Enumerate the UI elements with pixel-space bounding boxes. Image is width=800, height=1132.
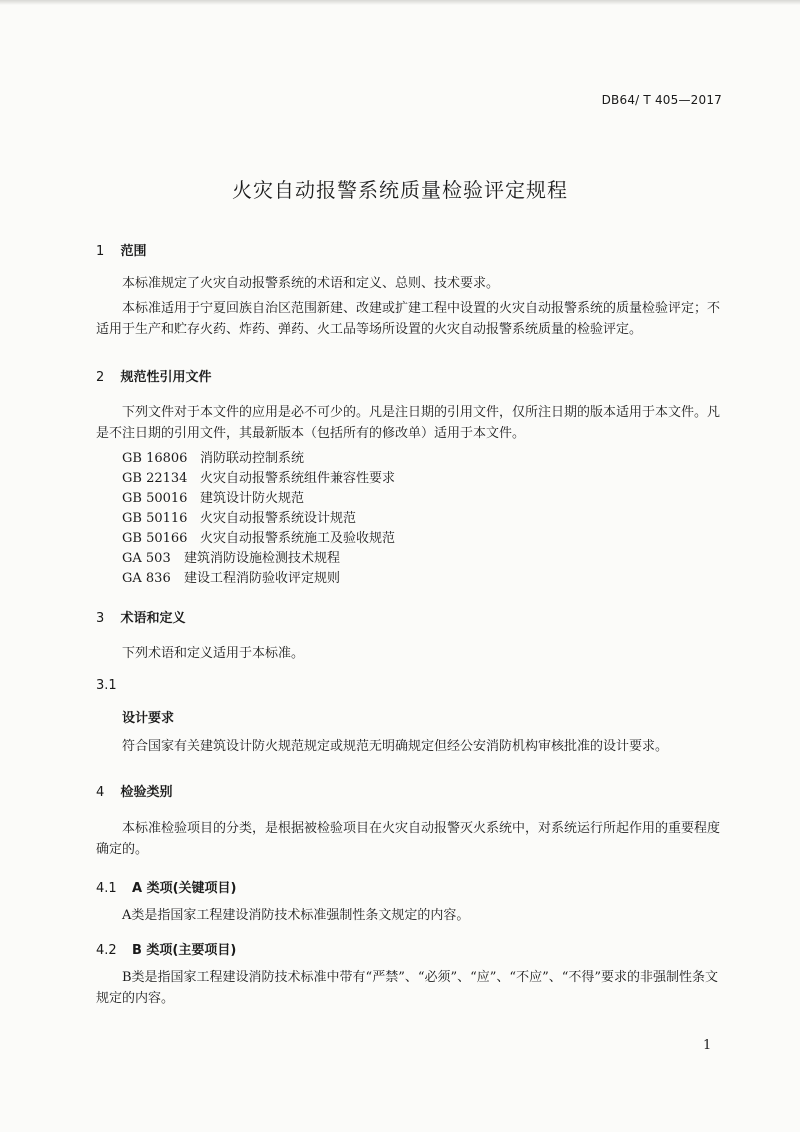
section-number: 1 <box>96 244 105 259</box>
reference-name: 火灾自动报警系统组件兼容性要求 <box>200 471 396 486</box>
reference-name: 火灾自动报警系统施工及验收规范 <box>200 531 396 546</box>
section-3-paragraph-1: 下列术语和定义适用于本标准。 <box>122 646 305 661</box>
reference-item <box>122 527 395 546</box>
term-definition: 符合国家有关建筑设计防火规范规定或规范无明确规定但经公安消防机构审核批准的设计要求。 <box>122 739 669 754</box>
reference-item <box>122 507 356 526</box>
reference-item <box>122 447 304 466</box>
reference-item <box>122 467 395 486</box>
reference-name: 建筑消防设施检测技术规程 <box>184 551 341 566</box>
clause-4-1-heading <box>96 877 236 896</box>
clause-number: 4.2 <box>96 943 117 958</box>
section-3-heading <box>96 607 186 626</box>
section-number: 4 <box>96 785 105 800</box>
section-1-paragraph-1: 本标准规定了火灾自动报警系统的术语和定义、总则、技术要求。 <box>122 276 500 291</box>
section-4-paragraph-1: 本标准检验项目的分类，是根据被检验项目在火灾自动报警灭火系统中，对系统运行所起作用的重要程度确定的。 <box>96 821 721 857</box>
reference-name: 建设工程消防验收评定规则 <box>184 571 341 586</box>
reference-item <box>122 487 304 506</box>
clause-4-1-text: A类是指国家工程建设消防技术标准强制性条文规定的内容。 <box>122 908 470 923</box>
page-title: 火灾自动报警系统质量检验评定规程 <box>232 178 568 202</box>
section-title: 检验类别 <box>120 785 173 800</box>
section-2-heading <box>96 366 212 385</box>
section-title: 术语和定义 <box>120 611 186 626</box>
reference-name: 消防联动控制系统 <box>200 451 305 466</box>
section-number: 3 <box>96 611 105 626</box>
clause-title: A 类项(关键项目) <box>132 881 237 896</box>
section-number: 2 <box>96 370 105 385</box>
clause-number: 4.1 <box>96 881 117 896</box>
reference-item <box>122 547 340 566</box>
document-code: DB64/ T 405—2017 <box>601 93 722 107</box>
section-title: 规范性引用文件 <box>120 370 212 385</box>
reference-name: 建筑设计防火规范 <box>200 491 305 506</box>
reference-name: 火灾自动报警系统设计规范 <box>200 511 357 526</box>
clause-title: B 类项(主要项目) <box>132 943 237 958</box>
clause-4-2-text: B类是指国家工程建设消防技术标准中带有“严禁”、“必须”、“应”、“不应”、“不得”要求的非强制性条文规定的内容。 <box>96 970 719 1006</box>
reference-code: GA 836 <box>122 571 171 586</box>
reference-code: GB 16806 <box>122 451 188 466</box>
reference-code: GB 50116 <box>122 511 188 526</box>
reference-code: GB 50016 <box>122 491 188 506</box>
reference-code: GB 50166 <box>122 531 188 546</box>
section-4-heading <box>96 781 173 800</box>
reference-item <box>122 567 340 586</box>
clause-3-1-number: 3.1 <box>96 678 117 693</box>
section-1-heading <box>96 240 147 259</box>
section-1-paragraph-2: 本标准适用于宁夏回族自治区范围新建、改建或扩建工程中设置的火灾自动报警系统的质量检验评定；不适用于生产和贮存火药、炸药、弹药、火工品等场所设置的火灾自动报警系统质量的检验评定。 <box>96 301 721 337</box>
scan-edge <box>0 0 800 5</box>
clause-4-2-heading <box>96 939 236 958</box>
term-heading: 设计要求 <box>122 711 175 726</box>
section-title: 范围 <box>120 244 147 259</box>
section-2-paragraph-1: 下列文件对于本文件的应用是必不可少的。凡是注日期的引用文件，仅所注日期的版本适用于本文件。凡是不注日期的引用文件，其最新版本（包括所有的修改单）适用于本文件。 <box>96 405 721 441</box>
reference-code: GA 503 <box>122 551 171 566</box>
reference-code: GB 22134 <box>122 471 188 486</box>
page-number: 1 <box>703 1038 712 1053</box>
